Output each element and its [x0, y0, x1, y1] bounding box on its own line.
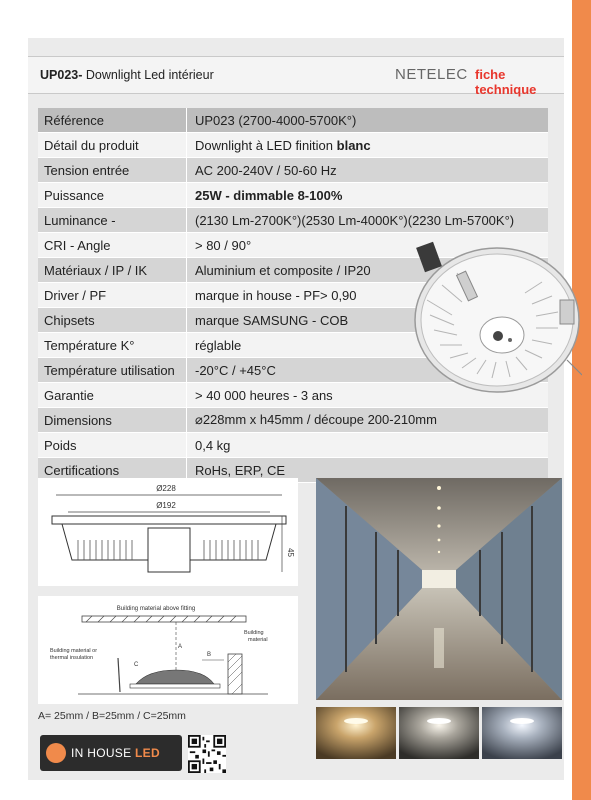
tile-cool-light [482, 707, 562, 759]
product-title [40, 68, 214, 82]
spec-value: > 40 000 heures - 3 ans [187, 383, 549, 408]
right-label-line1: Building [244, 630, 264, 636]
spec-value: marque in house - PF> 0,90 [187, 283, 549, 308]
spec-value: -20°C / +45°C [187, 358, 549, 383]
installation-drawing [38, 596, 298, 704]
spec-label: Température utilisation [38, 358, 187, 383]
building-above-label: Building material above fitting [116, 606, 196, 612]
spec-label: Poids [38, 433, 187, 458]
spec-label: Température K° [38, 333, 187, 358]
spec-label: Luminance - [38, 208, 187, 233]
spec-value: > 80 / 90° [187, 233, 549, 258]
spec-value [187, 183, 549, 208]
left-label-line1: Building material or [50, 648, 98, 654]
spec-label: Référence [38, 108, 187, 133]
spec-label: Certifications [38, 458, 187, 483]
logo-led: LED [135, 746, 160, 760]
product-code: UP023- [40, 68, 83, 82]
tile-neutral-light [399, 707, 479, 759]
spec-value [187, 133, 549, 158]
house-icon [46, 743, 66, 763]
spec-value: Aluminium et composite / IP20 [187, 258, 549, 283]
spec-label: Matériaux / IP / IK [38, 258, 187, 283]
spec-label: Détail du produit [38, 133, 187, 158]
spec-value: marque SAMSUNG - COB [187, 308, 549, 333]
spec-value: RoHs, ERP, CE [187, 458, 549, 483]
spec-row [38, 108, 548, 133]
spec-value: réglable [187, 333, 549, 358]
spec-label: Tension entrée [38, 158, 187, 183]
dimension-drawing [38, 478, 298, 586]
spec-row [38, 433, 548, 458]
sheet-header [28, 56, 564, 97]
spec-label: Garantie [38, 383, 187, 408]
spec-row [38, 408, 548, 433]
spec-row [38, 208, 548, 233]
label-b: B [207, 652, 212, 658]
spec-label: CRI - Angle [38, 233, 187, 258]
logo-text [71, 746, 160, 760]
spec-row [38, 133, 548, 158]
spec-value: ⌀228mm x h45mm / découpe 200-210mm [187, 408, 549, 433]
spec-value-text: Downlight à LED finition [195, 137, 337, 153]
outer-diameter-label: Ø228 [156, 484, 176, 493]
right-label-line2: material [248, 637, 268, 643]
fiche-label: fiche technique [475, 67, 537, 97]
height-label: 45 [286, 548, 295, 557]
label-c: C [134, 662, 139, 668]
spec-value-bold: 25W - dimmable 8-100% [195, 187, 343, 203]
spec-label: Dimensions [38, 408, 187, 433]
inner-diameter-label: Ø192 [156, 501, 176, 510]
spec-row [38, 158, 548, 183]
spec-row [38, 183, 548, 208]
spec-label: Chipsets [38, 308, 187, 333]
spec-label: Puissance [38, 183, 187, 208]
tile-warm-light [316, 707, 396, 759]
product-name: Downlight Led intérieur [85, 68, 214, 82]
spec-label: Driver / PF [38, 283, 187, 308]
label-a: A [178, 644, 183, 650]
product-photo [392, 240, 582, 410]
spec-value: UP023 (2700-4000-5700K°) [187, 108, 549, 133]
left-label-line2: thermal insulation [50, 655, 94, 661]
spec-value: AC 200-240V / 50-60 Hz [187, 158, 549, 183]
spec-value: 0,4 kg [187, 433, 549, 458]
dimensions-note: A= 25mm / B=25mm / C=25mm [38, 710, 186, 722]
brand-name: NETELEC [395, 66, 468, 83]
in-house-led-logo [40, 735, 182, 771]
corridor-photo [316, 478, 562, 700]
logo-in-house: IN HOUSE [71, 746, 136, 760]
qr-code[interactable] [188, 735, 226, 773]
spec-value-bold: blanc [336, 137, 371, 153]
spec-value: (2130 Lm-2700K°)(2530 Lm-4000K°)(2230 Lm-5700K°) [187, 208, 549, 233]
